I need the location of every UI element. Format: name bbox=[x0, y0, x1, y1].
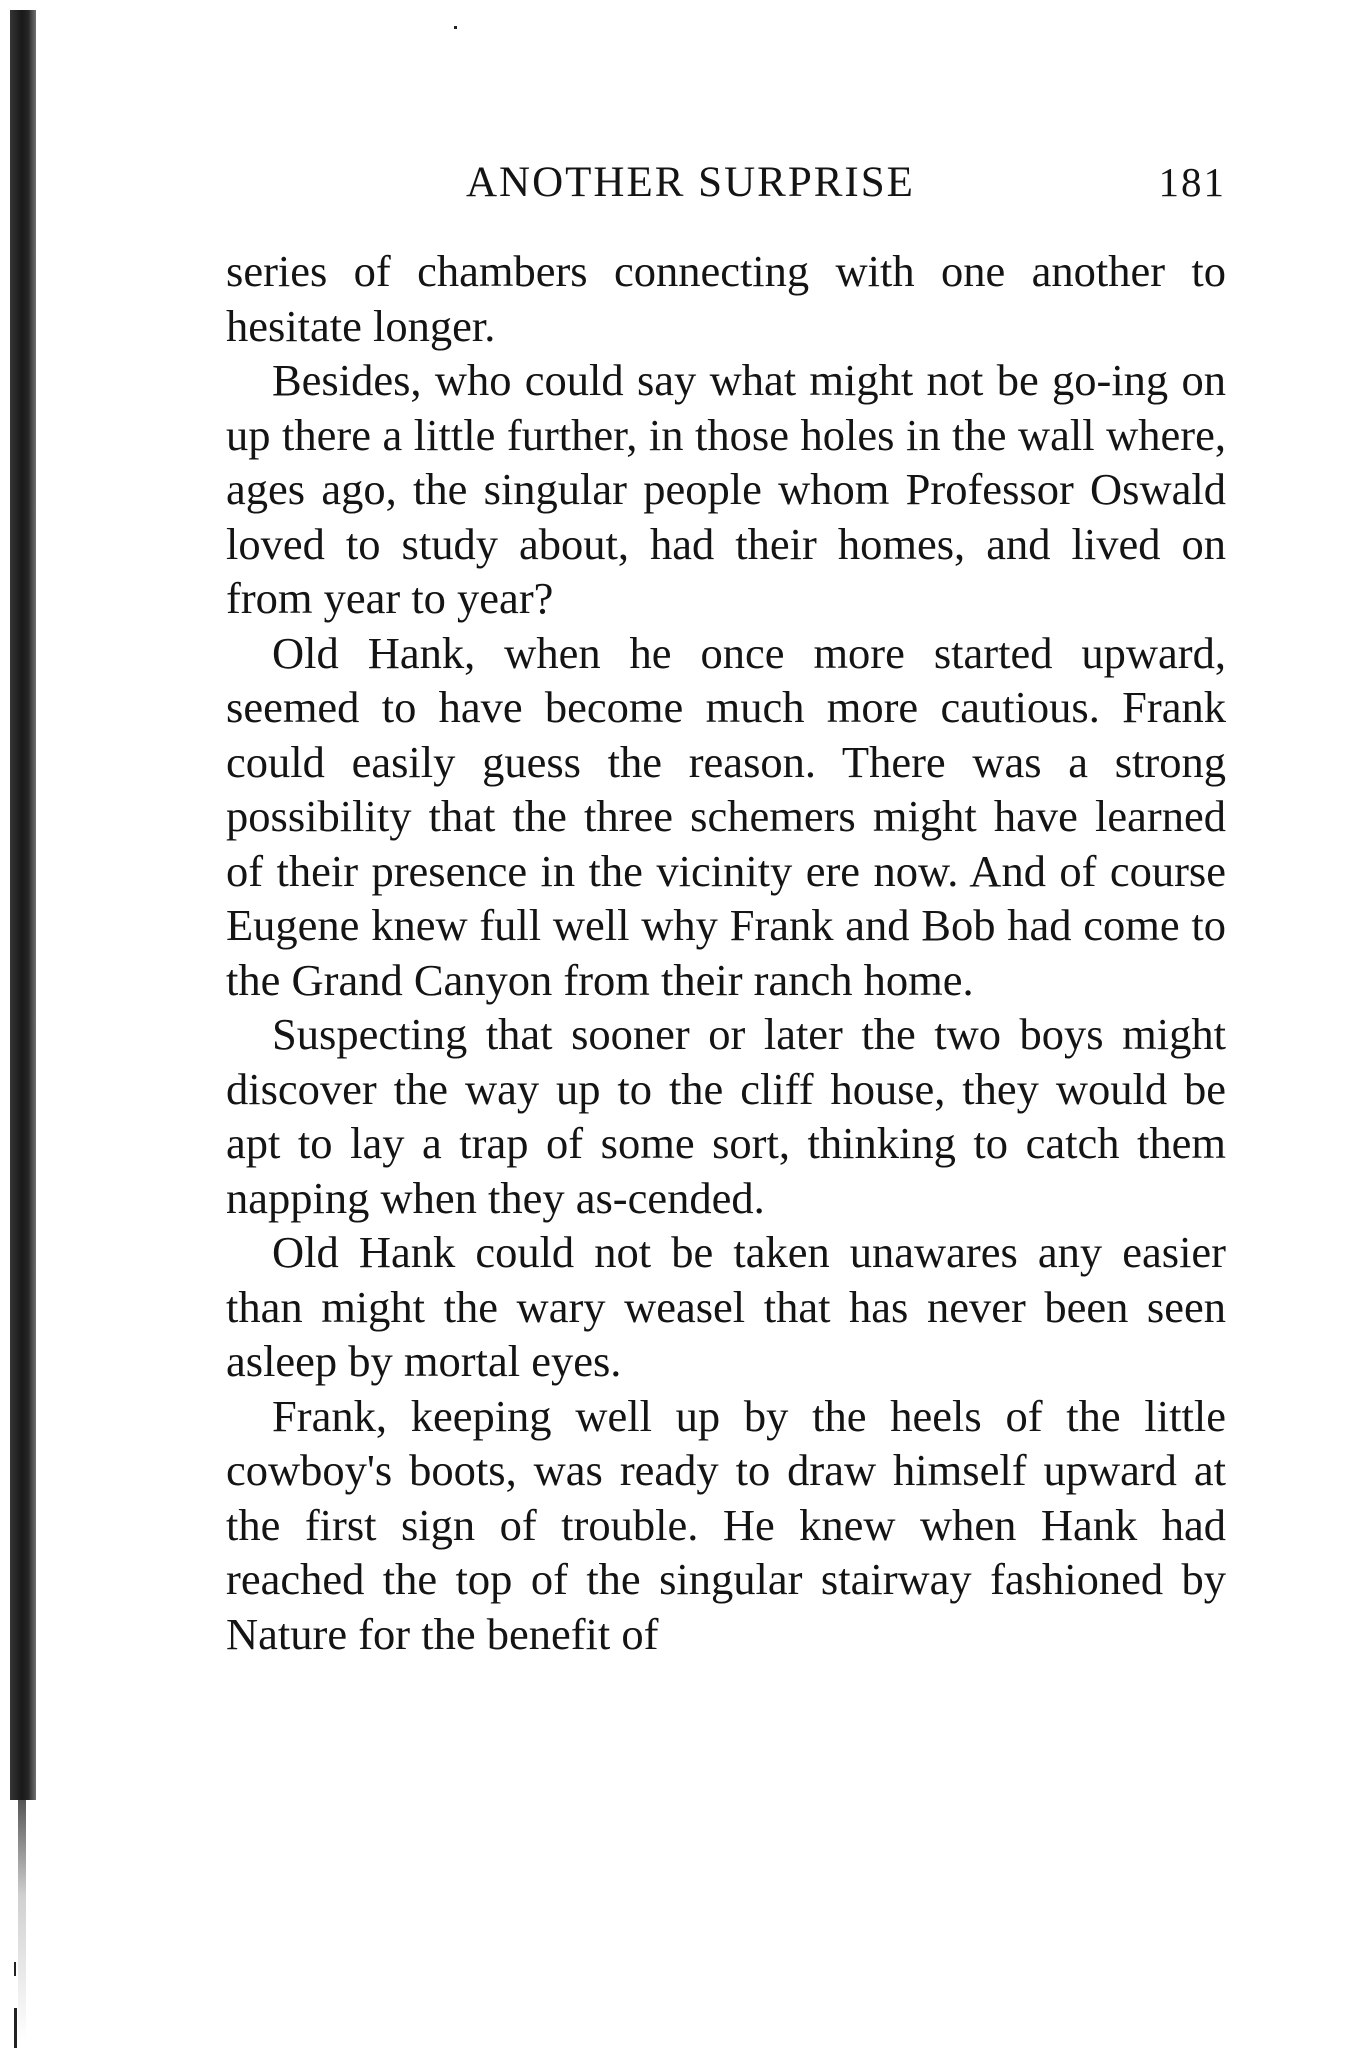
running-head: ANOTHER SURPRISE bbox=[466, 159, 915, 206]
paragraph: Frank, keeping well up by the heels of the little cowboy's boots, was ready to draw himself upward at the first sign of trouble. He knew when Hank had reached the top of the singular stairway fashioned by Nature for the benefit of bbox=[226, 1390, 1226, 1659]
paragraph: Old Hank, when he once more started upward, seemed to have become much more cautious. Frank could easily guess the reason. There was a strong possibility that the three schemers might have learned of their presence in the vicinity ere now. And of course Eugene knew full well why Frank and Bob had come to the Grand Canyon from their ranch home. bbox=[226, 627, 1226, 1005]
page-header bbox=[226, 158, 1226, 218]
paragraph: series of chambers connecting with one another to hesitate longer. bbox=[226, 246, 1226, 351]
scan-gutter-fade bbox=[18, 1800, 26, 2040]
scan-speck bbox=[14, 1962, 16, 1976]
body-text bbox=[226, 244, 1226, 1661]
paragraph: Old Hank could not be taken unawares any easier than might the wary weasel that has never been seen asleep by mortal eyes. bbox=[226, 1227, 1226, 1386]
paragraph: Besides, who could say what might not be go-ing on up there a little further, in those holes in the wall where, ages ago, the singular people whom Professor Oswald loved to study about, had their homes, and lived on from year to year? bbox=[226, 355, 1226, 623]
page-number: 181 bbox=[1158, 159, 1226, 205]
scan-speck bbox=[14, 2008, 17, 2048]
scan-speck bbox=[454, 26, 457, 29]
scan-gutter-shadow bbox=[10, 10, 36, 1800]
paragraph: Suspecting that sooner or later the two boys might discover the way up to the cliff house, they would be apt to lay a trap of some sort, thinking to catch them napping when they as-cended. bbox=[226, 1009, 1226, 1223]
